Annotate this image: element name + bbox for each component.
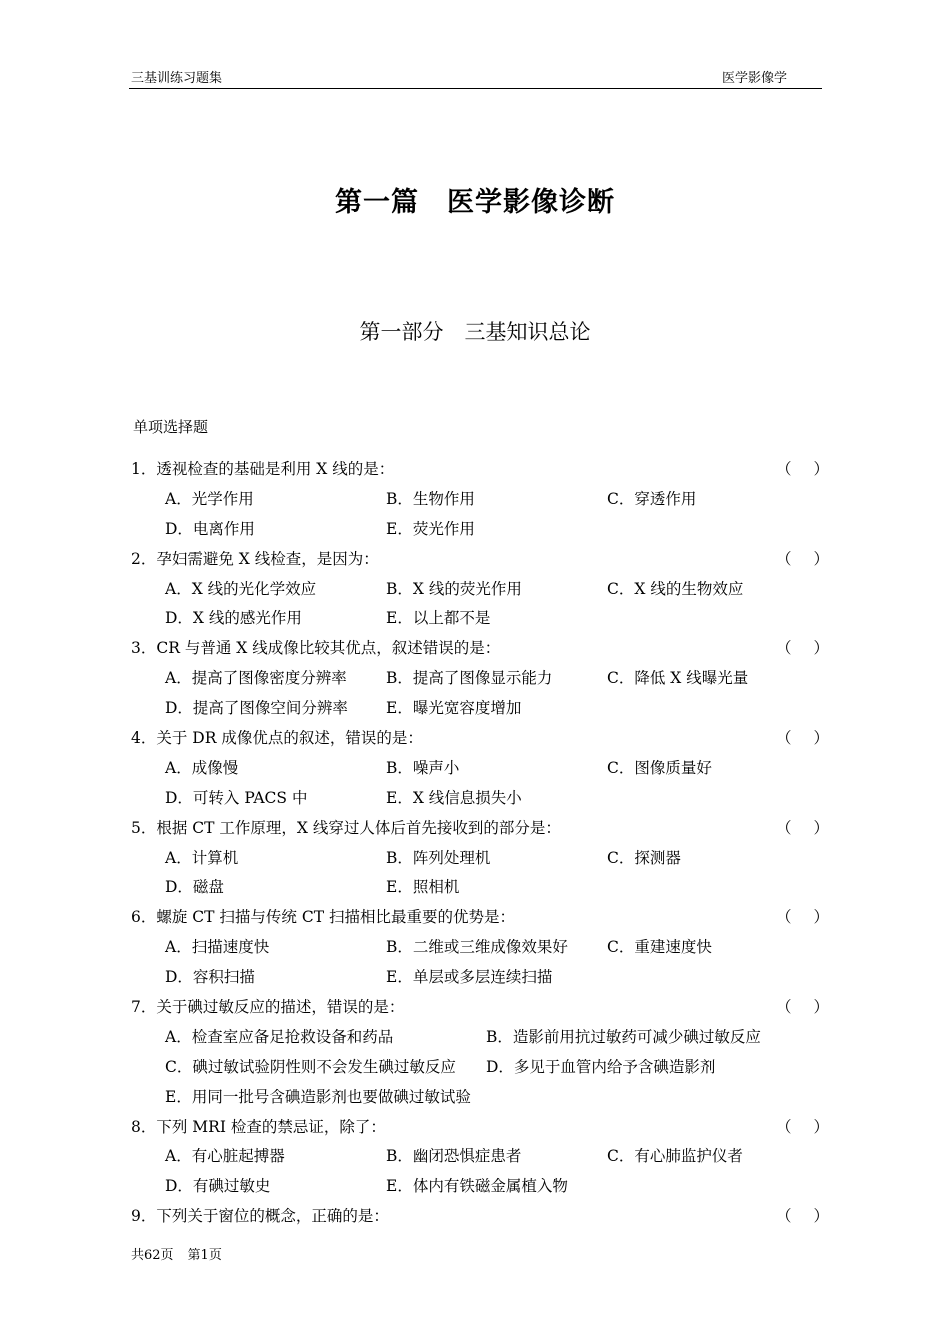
answer-paren-open: （ (776, 908, 792, 927)
answer-option[interactable]: C．探测器 (607, 848, 681, 867)
option-row (0, 1144, 950, 1174)
question-stem-line (0, 995, 950, 1025)
answer-option[interactable]: B．X 线的荧光作用 (386, 579, 522, 598)
current-page: 第1页 (187, 1248, 222, 1263)
option-row (0, 666, 950, 696)
answer-paren-close: ） (813, 1117, 830, 1136)
answer-option[interactable]: C．碘过敏试验阴性则不会发生碘过敏反应 (165, 1057, 456, 1076)
section-heading: 单项选择题 (133, 418, 209, 436)
answer-paren-close: ） (813, 549, 830, 568)
question-stem: 4．关于 DR 成像优点的叙述，错误的是： (131, 729, 423, 748)
answer-option[interactable]: A．提高了图像密度分辨率 (165, 669, 347, 688)
answer-option[interactable]: E．荧光作用 (386, 519, 475, 538)
option-row (0, 517, 950, 547)
answer-paren-close: ） (813, 908, 830, 927)
answer-blank[interactable] (776, 816, 829, 840)
answer-blank[interactable] (776, 457, 829, 481)
answer-option[interactable]: D．电离作用 (165, 519, 255, 538)
answer-option[interactable]: C．有心肺监护仪者 (607, 1147, 743, 1166)
option-row (0, 696, 950, 726)
answer-option[interactable]: B．阵列处理机 (386, 848, 491, 867)
answer-option[interactable]: B．提高了图像显示能力 (386, 669, 553, 688)
option-row (0, 1025, 950, 1055)
header-rule (129, 88, 822, 89)
answer-paren-close: ） (813, 1207, 830, 1226)
question-stem: 2．孕妇需避免 X 线检查，是因为： (131, 549, 379, 568)
answer-option[interactable]: E．以上都不是 (386, 609, 491, 628)
option-row (0, 487, 950, 517)
option-row (0, 1085, 950, 1115)
question-stem-line (0, 1204, 950, 1234)
question-stem: 6．螺旋 CT 扫描与传统 CT 扫描相比最重要的优势是： (131, 908, 515, 927)
answer-option[interactable]: E．用同一批号含碘造影剂也要做碘过敏试验 (165, 1087, 471, 1106)
answer-blank[interactable] (776, 905, 829, 929)
answer-paren-open: （ (776, 818, 792, 837)
answer-option[interactable]: C．重建速度快 (607, 938, 712, 957)
answer-option[interactable]: E．体内有铁磁金属植入物 (386, 1177, 568, 1196)
answer-option[interactable]: D．磁盘 (165, 878, 224, 897)
answer-option[interactable]: D．多见于血管内给予含碘造影剂 (486, 1057, 716, 1076)
answer-paren-open: （ (776, 460, 792, 478)
question-stem-line (0, 1115, 950, 1145)
answer-blank[interactable] (776, 1115, 829, 1139)
page-title: 第一篇 医学影像诊断 (335, 187, 615, 218)
answer-paren-open: （ (776, 1207, 792, 1226)
answer-paren-open: （ (776, 549, 792, 568)
total-pages: 共62页 (131, 1248, 174, 1263)
running-header-left: 三基训练习题集 (131, 71, 223, 86)
answer-option[interactable]: E．单层或多层连续扫描 (386, 968, 553, 987)
option-row (0, 577, 950, 607)
answer-option[interactable]: A．有心脏起搏器 (165, 1147, 285, 1166)
answer-option[interactable]: C．X 线的生物效应 (607, 579, 744, 598)
answer-option[interactable]: A．扫描速度快 (165, 938, 270, 957)
answer-blank[interactable] (776, 995, 829, 1019)
answer-option[interactable]: A．光学作用 (165, 489, 254, 508)
answer-blank[interactable] (776, 636, 829, 660)
answer-paren-close: ） (813, 460, 830, 478)
answer-option[interactable]: B．噪声小 (386, 758, 460, 777)
question-stem-line (0, 905, 950, 935)
answer-blank[interactable] (776, 547, 829, 571)
option-row (0, 935, 950, 965)
answer-option[interactable]: B．二维或三维成像效果好 (386, 938, 568, 957)
answer-option[interactable]: D．X 线的感光作用 (165, 609, 302, 628)
question-stem-line (0, 726, 950, 756)
option-row (0, 846, 950, 876)
question-stem-line (0, 457, 950, 487)
option-row (0, 786, 950, 816)
question-stem: 3．CR 与普通 X 线成像比较其优点，叙述错误的是： (131, 639, 501, 658)
answer-paren-open: （ (776, 998, 792, 1017)
option-row (0, 965, 950, 995)
answer-option[interactable]: E．曝光宽容度增加 (386, 699, 522, 718)
answer-option[interactable]: C．穿透作用 (607, 489, 697, 508)
answer-option[interactable]: A．检查室应备足抢救设备和药品 (165, 1027, 394, 1046)
answer-option[interactable]: E．照相机 (386, 878, 460, 897)
answer-option[interactable]: A．成像慢 (165, 758, 239, 777)
answer-option[interactable]: E．X 线信息损失小 (386, 788, 522, 807)
page-footer (131, 1248, 222, 1264)
answer-option[interactable]: C．图像质量好 (607, 758, 712, 777)
question-stem: 1．透视检查的基础是利用 X 线的是： (131, 460, 395, 478)
answer-option[interactable]: B．造影前用抗过敏药可减少碘过敏反应 (486, 1027, 761, 1046)
question-stem-line (0, 816, 950, 846)
question-stem: 7．关于碘过敏反应的描述，错误的是： (131, 998, 405, 1017)
answer-paren-close: ） (813, 998, 830, 1017)
option-row (0, 756, 950, 786)
answer-option[interactable]: C．降低 X 线曝光量 (607, 669, 749, 688)
answer-paren-close: ） (813, 639, 830, 658)
answer-option[interactable]: D．提高了图像空间分辨率 (165, 699, 348, 718)
question-list (0, 457, 950, 1234)
part-subtitle: 第一部分 三基知识总论 (359, 320, 591, 344)
running-header-right: 医学影像学 (722, 71, 788, 86)
question-stem-line (0, 636, 950, 666)
answer-paren-open: （ (776, 1117, 792, 1136)
answer-option[interactable]: D．容积扫描 (165, 968, 255, 987)
answer-option[interactable]: A．X 线的光化学效应 (165, 579, 317, 598)
question-stem: 5．根据 CT 工作原理，X 线穿过人体后首先接收到的部分是： (131, 818, 561, 837)
answer-option[interactable]: D．可转入 PACS 中 (165, 788, 308, 807)
option-row (0, 875, 950, 905)
answer-blank[interactable] (776, 726, 829, 750)
answer-paren-close: ） (813, 818, 830, 837)
option-row (0, 606, 950, 636)
question-stem: 8．下列 MRI 检查的禁忌证，除了： (131, 1117, 386, 1136)
answer-option[interactable]: B．幽闭恐惧症患者 (386, 1147, 522, 1166)
answer-blank[interactable] (776, 1204, 829, 1228)
question-stem: 9．下列关于窗位的概念，正确的是： (131, 1207, 389, 1226)
answer-paren-open: （ (776, 729, 792, 748)
option-row (0, 1055, 950, 1085)
option-row (0, 1174, 950, 1204)
answer-option[interactable]: A．计算机 (165, 848, 239, 867)
answer-paren-open: （ (776, 639, 792, 658)
question-stem-line (0, 547, 950, 577)
answer-option[interactable]: D．有碘过敏史 (165, 1177, 271, 1196)
answer-option[interactable]: B．生物作用 (386, 489, 475, 508)
answer-paren-close: ） (813, 729, 830, 748)
